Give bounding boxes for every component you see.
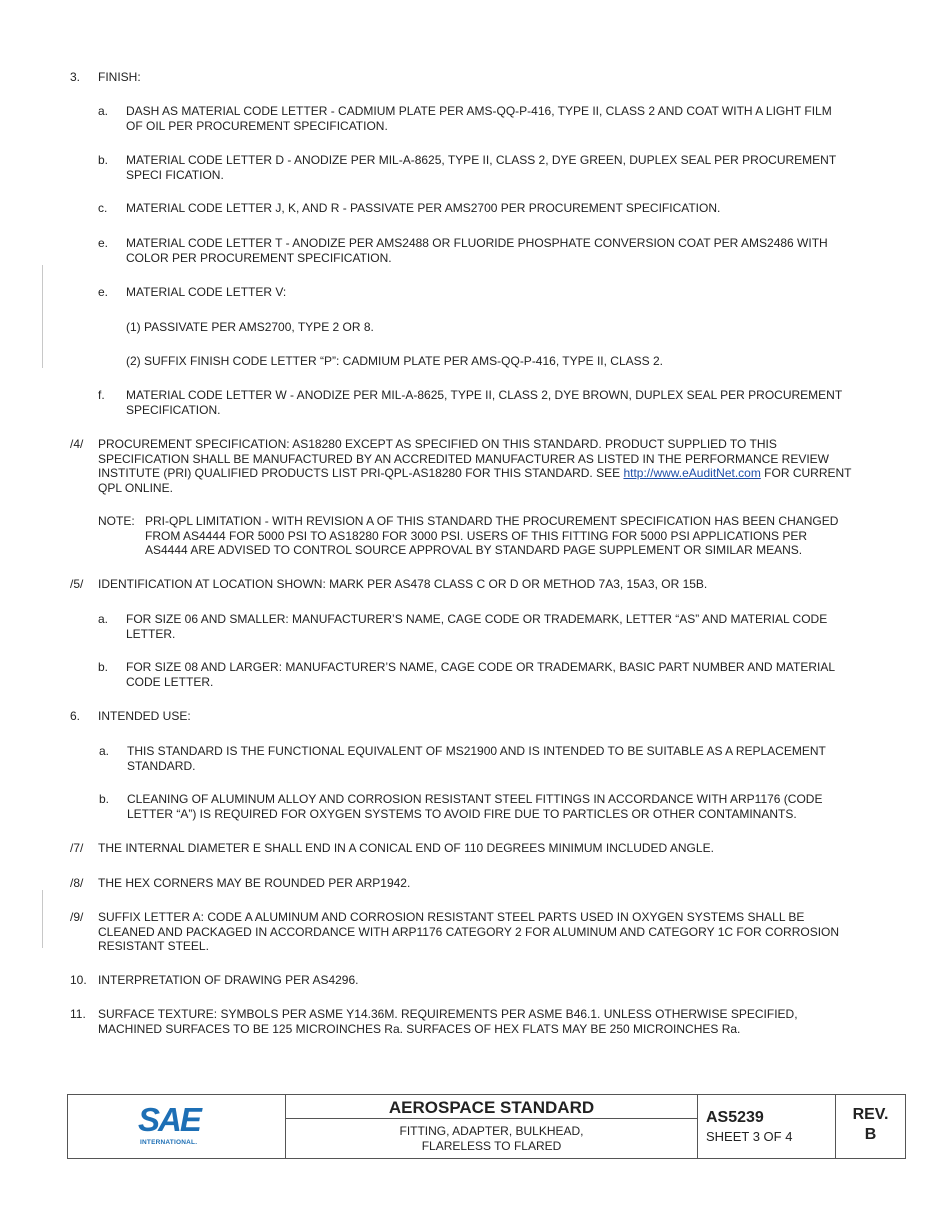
section-text <box>98 577 707 592</box>
item-text <box>126 285 286 300</box>
item-letter: b. <box>98 153 109 167</box>
text-fragment: FOR CURRENT <box>760 466 852 480</box>
document-type-title: AEROSPACE STANDARD <box>388 1098 595 1117</box>
logo-cell <box>68 1095 285 1158</box>
section-number: 3. <box>70 70 81 84</box>
text-line: IDENTIFICATION AT LOCATION SHOWN: MARK PER AS478 CLASS C OR D OR METHOD 7A3, 15A3, OR 15B. <box>98 577 708 591</box>
section-text <box>98 973 359 988</box>
text-line: FROM AS4444 FOR 5000 PSI TO AS18280 FOR 3000 PSI. USERS OF THIS FITTING FOR 5000 PSI APPLICATIONS PER <box>145 528 808 543</box>
section-text <box>98 876 410 891</box>
text-line: PRI-QPL LIMITATION - WITH REVISION A OF THIS STANDARD THE PROCUREMENT SPECIFICATION HAS BEEN CHANGED <box>145 514 839 528</box>
text-line: OF OIL PER PROCUREMENT SPECIFICATION. <box>126 118 388 133</box>
item-text <box>126 104 832 133</box>
text-line: CODE LETTER. <box>126 674 214 689</box>
item-text <box>126 660 835 689</box>
item-letter: a. <box>99 744 110 758</box>
section-number: /4/ <box>70 437 84 451</box>
text-line: MATERIAL CODE LETTER J, K, AND R - PASSIVATE PER AMS2700 PER PROCUREMENT SPECIFICATION. <box>126 201 721 215</box>
item-letter: b. <box>98 660 109 674</box>
doc-number: AS5239 <box>706 1109 764 1126</box>
item-text <box>126 153 836 182</box>
section-number: 11. <box>70 1007 86 1021</box>
item-letter: a. <box>98 612 109 626</box>
text-line: THE HEX CORNERS MAY BE ROUNDED PER ARP1942. <box>98 876 411 890</box>
text-line: MATERIAL CODE LETTER T - ANODIZE PER AMS2488 OR FLUORIDE PHOSPHATE CONVERSION COAT PER AMS2486 WITH <box>126 236 828 250</box>
note-text <box>145 514 838 558</box>
text-line: FOR SIZE 06 AND SMALLER: MANUFACTURER’S NAME, CAGE CODE OR TRADEMARK, LETTER “AS” AND MATERIAL CODE <box>126 612 828 626</box>
text-line: QPL ONLINE. <box>98 480 173 495</box>
subtitle-line: FITTING, ADAPTER, BULKHEAD, <box>399 1124 584 1138</box>
logo-text: SAE <box>138 1101 200 1138</box>
sheet-number: SHEET 3 OF 4 <box>706 1129 793 1144</box>
item-letter: c. <box>98 201 108 215</box>
section-text <box>98 841 714 856</box>
note-label: NOTE: <box>98 514 135 528</box>
revision-bar <box>42 265 43 368</box>
text-line: PROCUREMENT SPECIFICATION: AS18280 EXCEPT AS SPECIFIED ON THIS STANDARD. PRODUCT SUPPLIED TO THIS <box>98 437 777 451</box>
text-line: THE INTERNAL DIAMETER E SHALL END IN A CONICAL END OF 110 DEGREES MINIMUM INCLUDED ANGLE. <box>98 841 714 855</box>
item-text <box>127 744 826 773</box>
text-line: SURFACE TEXTURE: SYMBOLS PER ASME Y14.36M. REQUIREMENTS PER ASME B46.1. UNLESS OTHERWISE SPECIFIED, <box>98 1007 798 1021</box>
section-number: /8/ <box>70 876 84 890</box>
item-text <box>126 388 842 417</box>
rev-label: REV. <box>852 1106 889 1123</box>
item-text <box>126 236 828 265</box>
text-line: LETTER. <box>126 626 176 641</box>
section-number: 6. <box>70 709 81 723</box>
rev-value: B <box>864 1126 877 1143</box>
text-line: INTERPRETATION OF DRAWING PER AS4296. <box>98 973 359 987</box>
section-text <box>98 910 839 954</box>
text-line: SPECIFICATION SHALL BE MANUFACTURED BY AN ACCREDITED MANUFACTURER AS LISTED IN THE PERFORMANCE REVIEW <box>98 451 830 466</box>
section-text <box>98 437 852 495</box>
text-line: LETTER “A”) IS REQUIRED FOR OXYGEN SYSTEMS TO AVOID FIRE DUE TO PARTICLES OR OTHER CONTAMINANTS. <box>127 806 797 821</box>
logo-subtext: INTERNATIONAL. <box>140 1139 198 1146</box>
item-letter: a. <box>98 104 109 118</box>
text-fragment: INSTITUTE (PRI) QUALIFIED PRODUCTS LIST PRI-QPL-AS18280 FOR THIS STANDARD. SEE <box>98 466 624 480</box>
text-line: MACHINED SURFACES TO BE 125 MICROINCHES Ra. SURFACES OF HEX FLATS MAY BE 250 MICROINCHES Ra. <box>98 1021 741 1036</box>
subtitle-line: FLARELESS TO FLARED <box>421 1139 562 1153</box>
item-letter: e. <box>98 236 109 250</box>
revision-bar <box>42 890 43 948</box>
section-number: /5/ <box>70 577 84 591</box>
text-line: CLEANING OF ALUMINUM ALLOY AND CORROSION RESISTANT STEEL FITTINGS IN ACCORDANCE WITH ARP1176 (CODE <box>127 792 823 806</box>
item-text <box>126 612 827 641</box>
text-line: THIS STANDARD IS THE FUNCTIONAL EQUIVALENT OF MS21900 AND IS INTENDED TO BE SUITABLE AS A REPLACEMENT <box>127 744 826 758</box>
item-text <box>127 792 822 821</box>
item-letter: f. <box>98 388 105 402</box>
text-line: SPECIFICATION. <box>126 402 221 417</box>
section-text <box>98 1007 798 1036</box>
text-line: STANDARD. <box>127 758 196 773</box>
title-block <box>67 1094 906 1159</box>
sae-logo <box>138 1101 208 1147</box>
eauditnet-link[interactable]: http://www.eAuditNet.com <box>623 466 761 480</box>
divider <box>697 1095 698 1158</box>
section-number: 10. <box>70 973 87 987</box>
text-line: DASH AS MATERIAL CODE LETTER - CADMIUM PLATE PER AMS-QQ-P-416, TYPE II, CLASS 2 AND COAT WITH A LIGHT FILM <box>126 104 832 118</box>
document-subtitle <box>286 1124 697 1154</box>
text-line: RESISTANT STEEL. <box>98 939 209 953</box>
text-line: CLEANED AND PACKAGED IN ACCORDANCE WITH ARP1176 CATEGORY 2 FOR ALUMINUM AND CATEGORY 1C FOR CORROSION <box>98 924 840 939</box>
text-line: MATERIAL CODE LETTER V: <box>126 285 287 299</box>
section-heading: FINISH: <box>98 70 141 84</box>
text-line <box>98 466 852 481</box>
text-line: COLOR PER PROCUREMENT SPECIFICATION. <box>126 250 392 265</box>
text-line: MATERIAL CODE LETTER W - ANODIZE PER MIL-A-8625, TYPE II, CLASS 2, DYE BROWN, DUPLEX SEAL PER PROCUREMENT <box>126 388 843 402</box>
item-letter: b. <box>99 792 110 806</box>
section-number: /9/ <box>70 910 84 924</box>
section-heading: INTENDED USE: <box>98 709 191 723</box>
subitem-text: (1) PASSIVATE PER AMS2700, TYPE 2 OR 8. <box>126 320 374 334</box>
item-letter: e. <box>98 285 109 299</box>
subitem-text: (2) SUFFIX FINISH CODE LETTER “P”: CADMIUM PLATE PER AMS-QQ-P-416, TYPE II, CLASS 2. <box>126 354 663 368</box>
text-line: AS4444 ARE ADVISED TO CONTROL SOURCE APPROVAL BY STANDARD PAGE SUPPLEMENT OR SIMILAR MEANS. <box>145 543 803 557</box>
text-line: MATERIAL CODE LETTER D - ANODIZE PER MIL-A-8625, TYPE II, CLASS 2, DYE GREEN, DUPLEX SEAL PER PROCUREMENT <box>126 153 837 167</box>
item-text <box>126 201 720 216</box>
text-line: SPECI FICATION. <box>126 167 224 182</box>
section-number: /7/ <box>70 841 84 855</box>
divider <box>286 1118 697 1119</box>
text-line: FOR SIZE 08 AND LARGER: MANUFACTURER’S NAME, CAGE CODE OR TRADEMARK, BASIC PART NUMBER AND MATERIAL <box>126 660 836 674</box>
text-line: SUFFIX LETTER A: CODE A ALUMINUM AND CORROSION RESISTANT STEEL PARTS USED IN OXYGEN SYSTEMS SHALL BE <box>98 910 805 924</box>
